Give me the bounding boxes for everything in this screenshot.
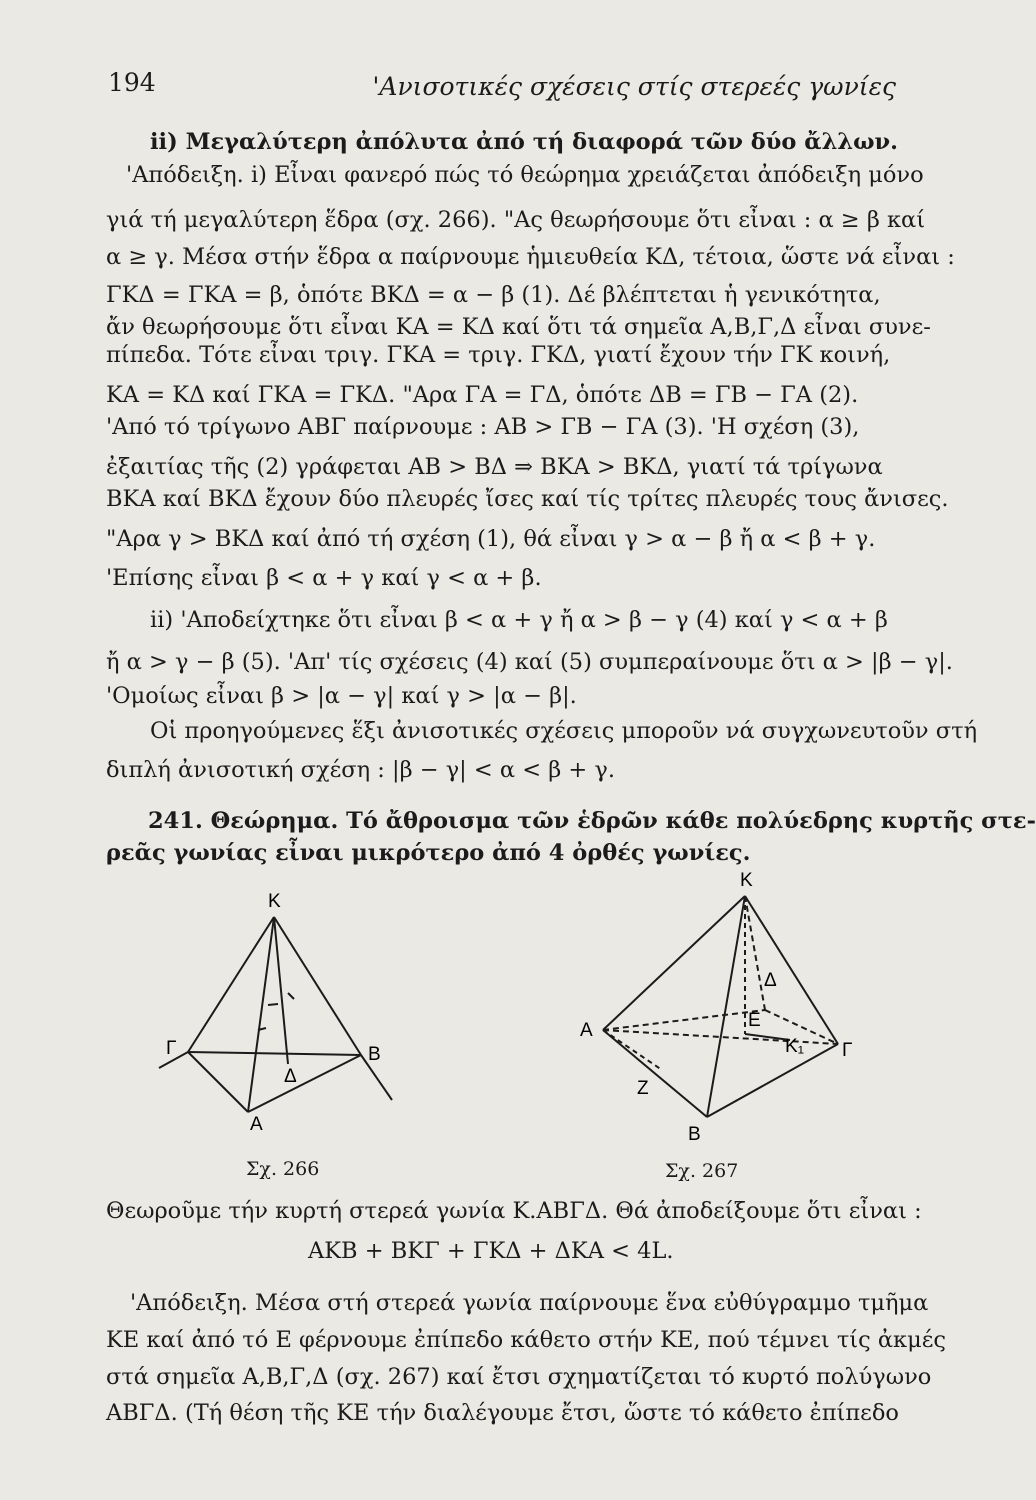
text-line: ΑΒΓΔ. (Τή θέση τῆς ΚΕ τήν διαλέγουμε ἔτσι, ὥστε τό κάθετο ἐπίπεδο [106, 1400, 899, 1426]
theorem-heading: 241. Θεώρημα. Τό ἄθροισμα τῶν ἑδρῶν κάθε πολύεδρης κυρτῆς στε- [148, 808, 1036, 834]
text-line: Θεωροῦμε τήν κυρτή στερεά γωνία Κ.ΑΒΓΔ. Θά ἀποδείξουμε ὅτι εἶναι : [106, 1198, 922, 1224]
text-line: 'Απόδειξη. Μέσα στή στερεά γωνία παίρνουμε ἕνα εὐθύγραμμο τμῆμα [130, 1290, 929, 1316]
text-line: ΚΑ = ΚΔ καί ΓΚΑ = ΓΚΔ. "Αρα ΓΑ = ΓΔ, ὁπότε ΔΒ = ΓΒ − ΓΑ (2). [106, 382, 859, 408]
edge-g-a [188, 1052, 248, 1112]
edge-k-a [248, 917, 274, 1112]
edge-g-b [188, 1052, 361, 1055]
edge-k-d [274, 917, 288, 1064]
edge-a-b [248, 1055, 361, 1112]
figure-caption-267: Σχ. 267 [665, 1160, 739, 1182]
text-line: ii) Μεγαλύτερη ἀπόλυτα ἀπό τή διαφορά τῶν δύο ἄλλων. [150, 129, 898, 155]
edge-k-a [603, 896, 745, 1030]
fig266-label-k: Κ [268, 891, 281, 912]
text-line: ii) 'Αποδείχτηκε ὅτι εἶναι β < α + γ ἤ α > β − γ (4) καί γ < α + β [150, 607, 888, 633]
fig267-label-a: Α [580, 1020, 593, 1041]
figure-caption-266: Σχ. 266 [246, 1158, 320, 1180]
fig267-label-z: Ζ [637, 1078, 649, 1099]
text-line: "Αρα γ > ΒΚΔ καί ἀπό τή σχέση (1), θά εἶναι γ > α − β ἤ α < β + γ. [106, 526, 876, 552]
text-line: ΚΕ καί ἀπό τό Ε φέρνουμε ἐπίπεδο κάθετο στήν ΚΕ, πού τέμνει τίς ἀκμές [106, 1327, 946, 1353]
text-line: 'Επίσης εἶναι β < α + γ καί γ < α + β. [106, 565, 542, 591]
edge-k-g [188, 917, 274, 1052]
fig266-label-d: Δ [284, 1066, 297, 1087]
text-line: στά σημεῖα Α,Β,Γ,Δ (σχ. 267) καί ἔτσι σχηματίζεται τό κυρτό πολύγωνο [106, 1364, 932, 1390]
text-line: 'Από τό τρίγωνο ΑΒΓ παίρνουμε : ΑΒ > ΓΒ − ΓΑ (3). 'Η σχέση (3), [106, 414, 860, 440]
running-title: 'Ανισοτικές σχέσεις στίς στερεές γωνίες [372, 72, 896, 101]
text-line: ΒΚΑ καί ΒΚΔ ἔχουν δύο πλευρές ἴσες καί τίς τρίτες πλευρές τους ἄνισες. [106, 486, 949, 512]
fig266-label-g: Γ [166, 1038, 177, 1059]
tick-mark [288, 993, 294, 999]
text-line: γιά τή μεγαλύτερη ἕδρα (σχ. 266). "Ας θεωρήσουμε ὅτι εἶναι : α ≥ β καί [106, 207, 926, 233]
theorem-heading: ρεᾶς γωνίας εἶναι μικρότερο ἀπό 4 ὀρθές γωνίες. [106, 840, 751, 866]
text-line: α ≥ γ. Μέσα στήν ἕδρα α παίρνουμε ἡμιευθεία ΚΔ, τέτοια, ὥστε νά εἶναι : [106, 244, 955, 270]
edge-k-b [707, 896, 745, 1117]
display-formula: ΑΚΒ + ΒΚΓ + ΓΚΔ + ΔΚΑ < 4L. [308, 1238, 674, 1264]
edge-a-d [603, 1010, 765, 1030]
fig266-label-b: Β [368, 1044, 381, 1065]
text-line: διπλή ἀνισοτική σχέση : |β − γ| < α < β + γ. [106, 757, 616, 783]
text-line: 'Απόδειξη. i) Εἶναι φανερό πώς τό θεώρημα χρειάζεται ἀπόδειξη μόνο [126, 162, 924, 188]
text-line: ἐξαιτίας τῆς (2) γράφεται ΑΒ > ΒΔ ⇒ ΒΚΑ > ΒΚΔ, γιατί τά τρίγωνα [106, 454, 883, 480]
text-line: ἄν θεωρήσουμε ὅτι εἶναι ΚΑ = ΚΔ καί ὅτι τά σημεῖα Α,Β,Γ,Δ εἶναι συνε- [106, 314, 931, 340]
edge-a-b [603, 1030, 707, 1117]
text-line: 'Ομοίως εἶναι β > |α − γ| καί γ > |α − β|. [106, 683, 577, 709]
text-line: ἤ α > γ − β (5). 'Απ' τίς σχέσεις (4) καί (5) συμπεραίνουμε ὅτι α > |β − γ|. [106, 649, 953, 675]
fig267-label-d: Δ [764, 970, 777, 991]
fig266-label-a: Α [250, 1114, 263, 1135]
page-number: 194 [108, 68, 156, 97]
text-line: Οἱ προηγούμενες ἕξι ἀνισοτικές σχέσεις μποροῦν νά συγχωνευτοῦν στή [150, 718, 978, 744]
tick-mark [268, 1004, 278, 1005]
fig267-label-k: Κ [740, 870, 753, 891]
fig267-label-g: Γ [842, 1040, 853, 1061]
fig267-label-b: Β [688, 1124, 701, 1145]
text-line: ΓΚΔ = ΓΚΑ = β, ὁπότε ΒΚΔ = α − β (1). Δέ βλέπτεται ἡ γενικότητα, [106, 282, 881, 308]
edge-a-z [603, 1030, 662, 1070]
edge-b-g [707, 1044, 838, 1117]
figure-266 [159, 917, 392, 1112]
fig267-label-k1: Κ₁ [785, 1036, 805, 1057]
edge-k-b [274, 917, 361, 1055]
fig267-label-e: Ε [748, 1010, 761, 1031]
text-line: πίπεδα. Τότε εἶναι τριγ. ΓΚΑ = τριγ. ΓΚΔ, γιατί ἔχουν τήν ΓΚ κοινή, [106, 342, 891, 368]
